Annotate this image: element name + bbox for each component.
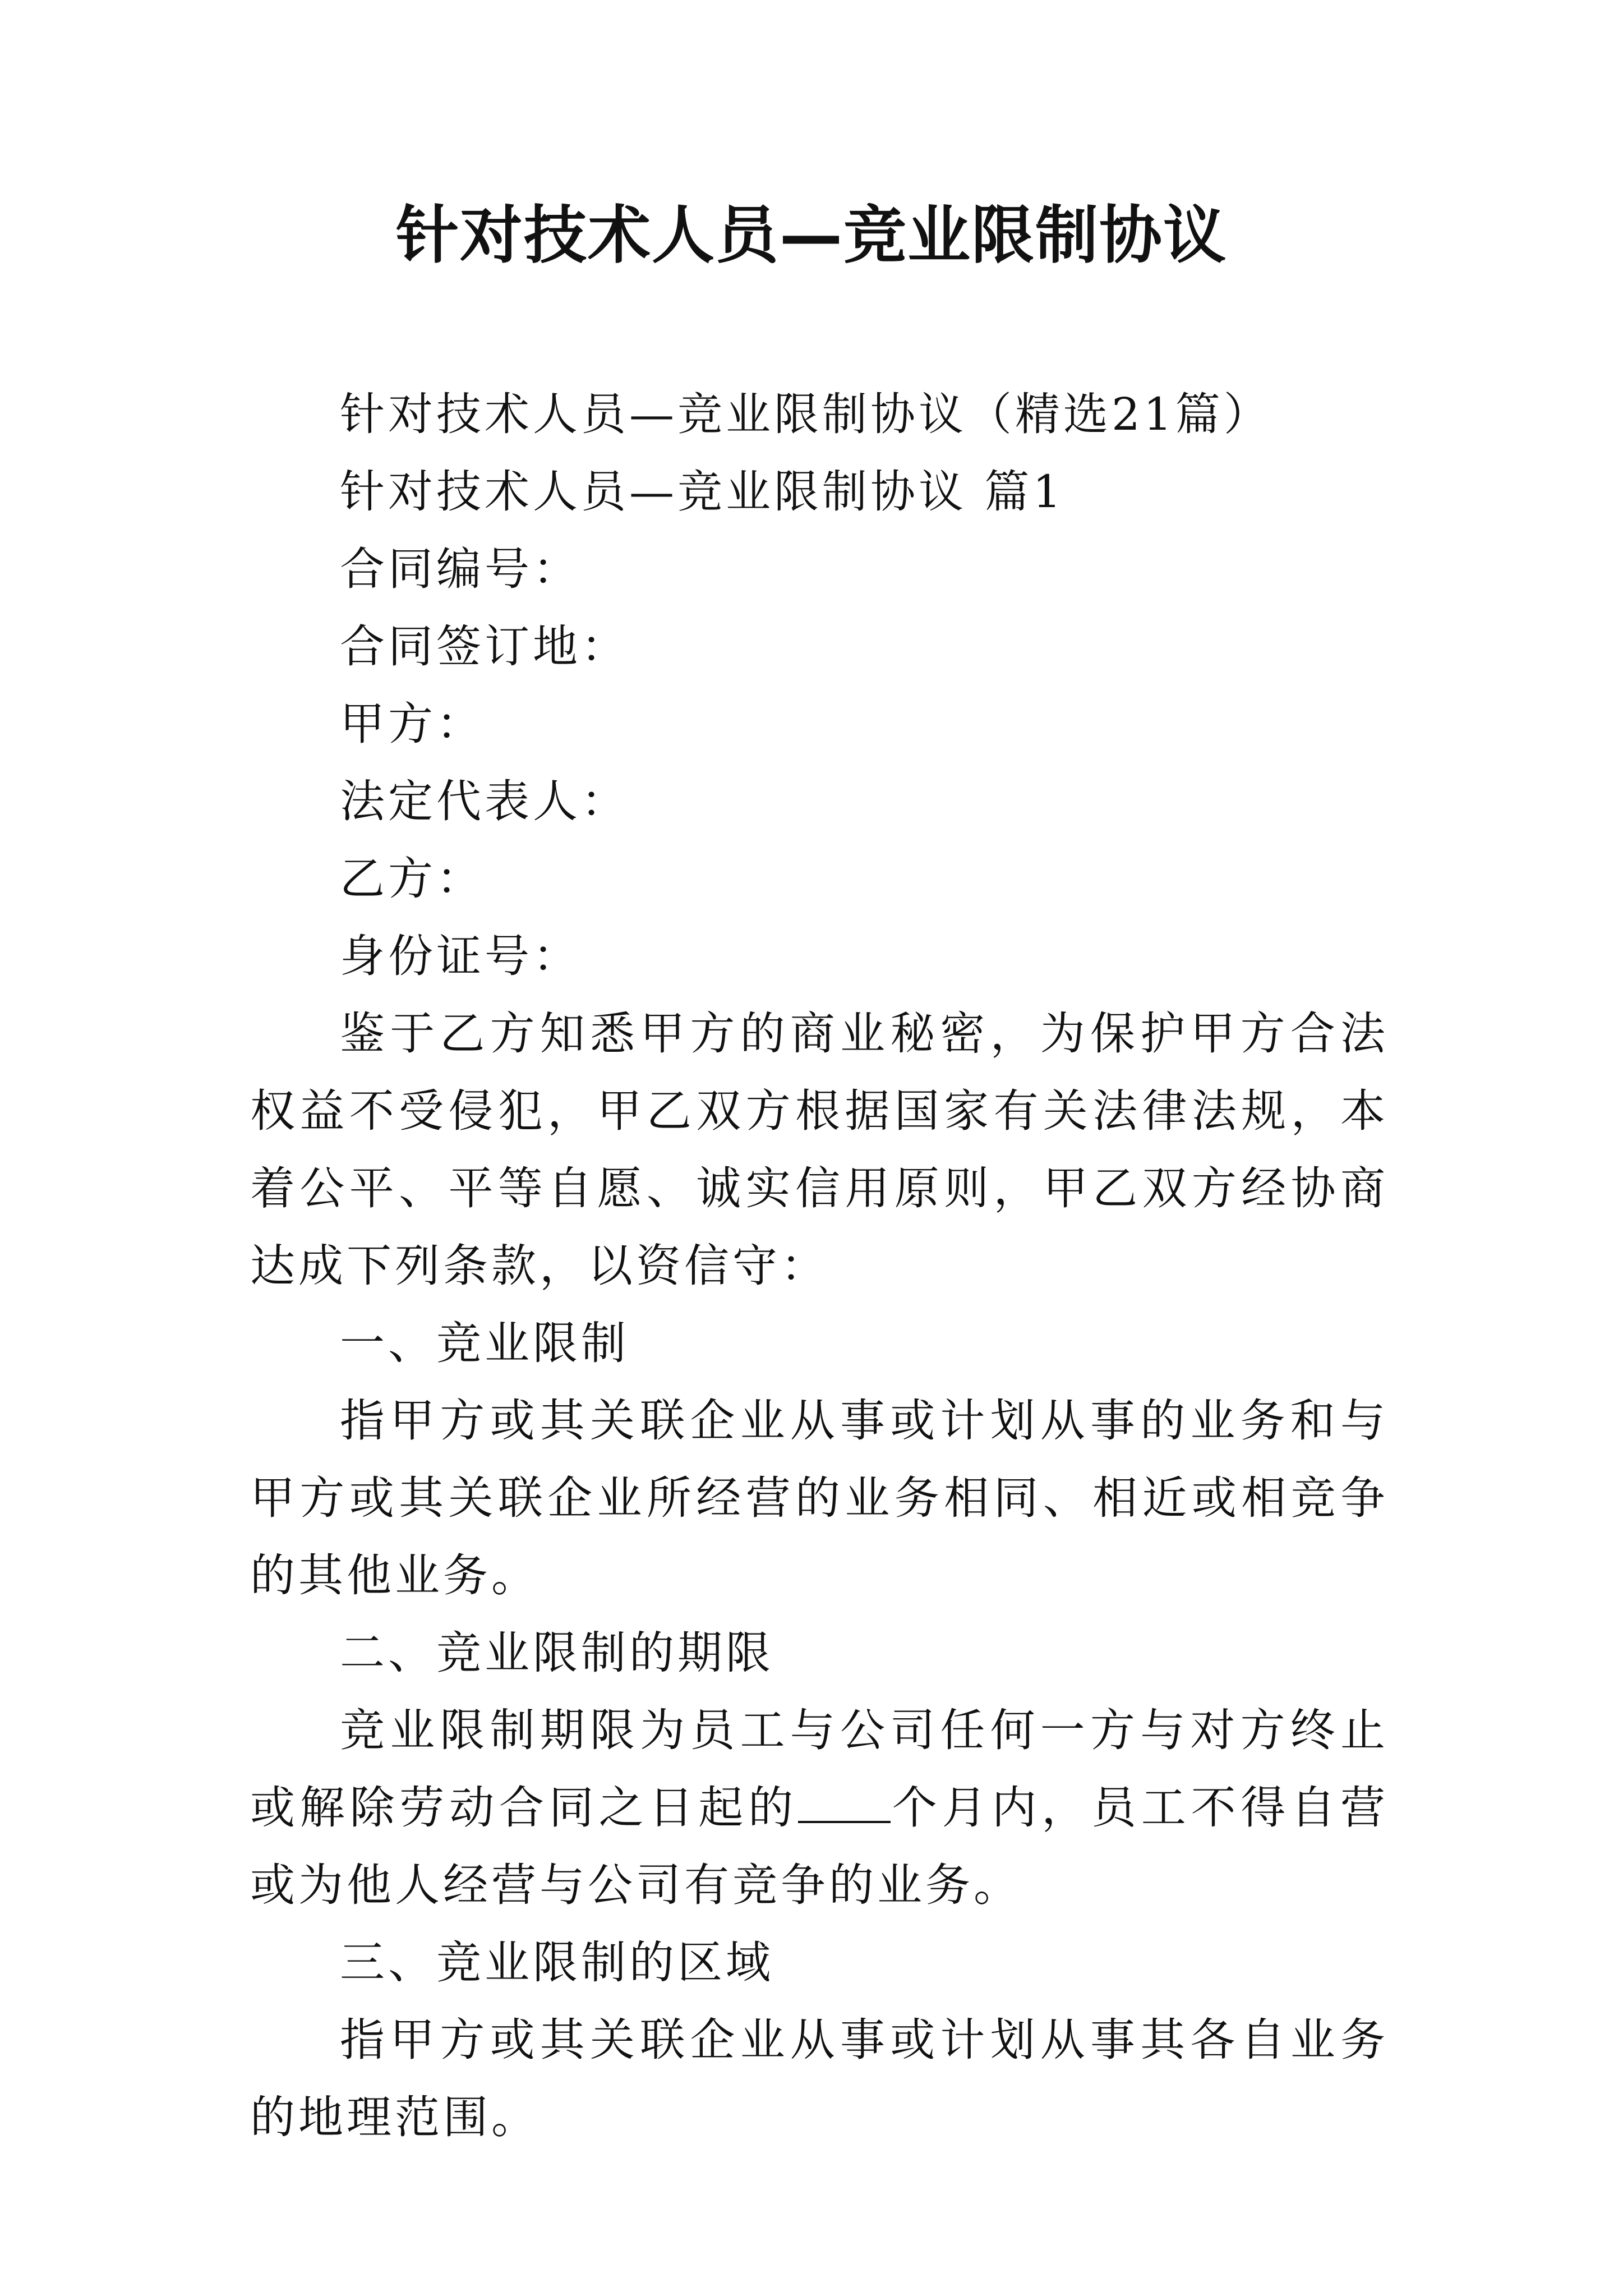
section-paragraph (250, 1692, 1389, 1924)
section-text-after-blank: 个月内，员工不得自营或为他人经营与公司有竞争的业务。 (250, 1782, 1389, 1911)
section-heading: 二、竞业限制的期限 (340, 1627, 774, 1679)
section-text-before-blank: 竞业限制期限为员工与公司任何一方与对方终止或解除劳动合同之日起的 (250, 1704, 1389, 1834)
document-title: 针对技术人员—竞业限制协议 (396, 199, 1227, 272)
party-b-field: 乙方： (340, 853, 485, 905)
contract-number-field: 合同编号： (340, 543, 581, 595)
party-a-field: 甲方： (340, 698, 485, 750)
article-heading: 针对技术人员—竞业限制协议 篇1 (340, 466, 1065, 518)
id-number-field: 身份证号： (340, 930, 581, 982)
section-heading: 三、竞业限制的区域 (340, 1936, 774, 1989)
document-subtitle: 针对技术人员—竞业限制协议（精选21篇） (340, 388, 1272, 440)
section-paragraph: 指甲方或其关联企业从事或计划从事的业务和与甲方或其关联企业所经营的业务相同、相近或相竞争的其他业务。 (250, 1395, 1389, 1602)
document-body (250, 376, 1389, 2156)
legal-representative-field: 法定代表人： (340, 775, 629, 827)
preamble-paragraph: 鉴于乙方知悉甲方的商业秘密，为保护甲方合法权益不受侵犯，甲乙双方根据国家有关法律法规，本着公平、平等自愿、诚实信用原则，甲乙双方经协商达成下列条款，以资信守： (250, 1007, 1389, 1292)
section-paragraph: 指甲方或其关联企业从事或计划从事其各自业务的地理范围。 (250, 2014, 1389, 2143)
fill-in-blank (798, 1786, 891, 1823)
signing-place-field: 合同签订地： (340, 620, 629, 673)
section-heading: 一、竞业限制 (340, 1317, 629, 1369)
